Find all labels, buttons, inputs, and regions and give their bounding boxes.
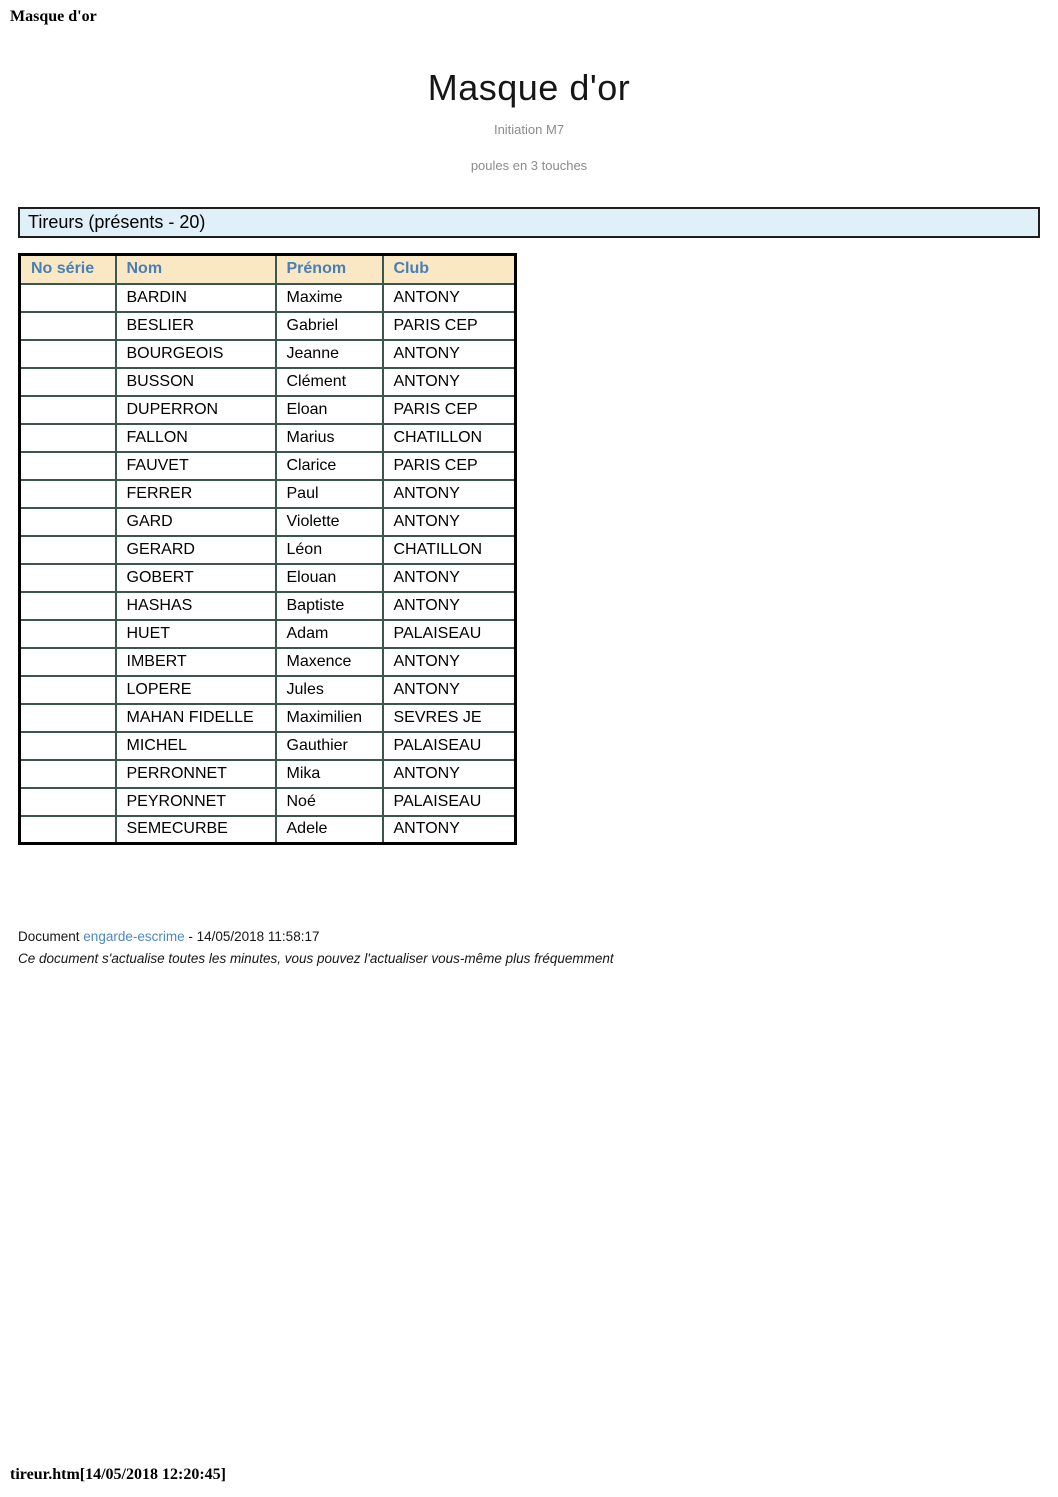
table-row <box>20 368 516 396</box>
cell-no-serie <box>20 508 116 536</box>
subtitle-format: poules en 3 touches <box>470 158 588 173</box>
cell-club: ANTONY <box>383 816 516 844</box>
col-header-club: Club <box>383 255 516 284</box>
table-row <box>20 788 516 816</box>
cell-no-serie <box>20 312 116 340</box>
cell-prenom: Violette <box>276 508 383 536</box>
cell-nom: LOPERE <box>116 676 276 704</box>
tireurs-table <box>18 253 517 845</box>
cell-nom: GERARD <box>116 536 276 564</box>
cell-no-serie <box>20 396 116 424</box>
cell-nom: MAHAN FIDELLE <box>116 704 276 732</box>
cell-club: PALAISEAU <box>383 732 516 760</box>
cell-nom: PEYRONNET <box>116 788 276 816</box>
col-header-no-serie: No série <box>20 255 116 284</box>
cell-no-serie <box>20 704 116 732</box>
document-label: Document <box>18 929 80 944</box>
table-row <box>20 592 516 620</box>
cell-prenom: Elouan <box>276 564 383 592</box>
cell-nom: BOURGEOIS <box>116 340 276 368</box>
cell-no-serie <box>20 592 116 620</box>
cell-no-serie <box>20 732 116 760</box>
table-row <box>20 620 516 648</box>
cell-no-serie <box>20 368 116 396</box>
engarde-escrime-link[interactable]: engarde-escrime <box>83 929 185 944</box>
table-row <box>20 508 516 536</box>
col-header-prenom: Prénom <box>276 255 383 284</box>
cell-no-serie <box>20 536 116 564</box>
cell-no-serie <box>20 340 116 368</box>
cell-club: ANTONY <box>383 564 516 592</box>
cell-nom: BUSSON <box>116 368 276 396</box>
cell-nom: BESLIER <box>116 312 276 340</box>
cell-no-serie <box>20 452 116 480</box>
cell-prenom: Clément <box>276 368 383 396</box>
cell-prenom: Eloan <box>276 396 383 424</box>
cell-club: SEVRES JE <box>383 704 516 732</box>
cell-club: ANTONY <box>383 368 516 396</box>
cell-club: ANTONY <box>383 508 516 536</box>
cell-club: PARIS CEP <box>383 452 516 480</box>
cell-no-serie <box>20 424 116 452</box>
table-row <box>20 536 516 564</box>
cell-no-serie <box>20 648 116 676</box>
table-row <box>20 452 516 480</box>
cell-nom: SEMECURBE <box>116 816 276 844</box>
cell-nom: HASHAS <box>116 592 276 620</box>
cell-club: PALAISEAU <box>383 620 516 648</box>
table-row <box>20 760 516 788</box>
table-row <box>20 340 516 368</box>
cell-nom: HUET <box>116 620 276 648</box>
table-row <box>20 396 516 424</box>
cell-nom: IMBERT <box>116 648 276 676</box>
table-row <box>20 648 516 676</box>
cell-club: PALAISEAU <box>383 788 516 816</box>
cell-prenom: Mika <box>276 760 383 788</box>
col-header-nom: Nom <box>116 255 276 284</box>
cell-prenom: Maximilien <box>276 704 383 732</box>
cell-no-serie <box>20 480 116 508</box>
table-row <box>20 564 516 592</box>
cell-prenom: Gauthier <box>276 732 383 760</box>
table-row <box>20 816 516 844</box>
cell-prenom: Gabriel <box>276 312 383 340</box>
print-page-footer: tireur.htm[14/05/2018 12:20:45] <box>10 1466 226 1483</box>
cell-no-serie <box>20 788 116 816</box>
section-banner <box>18 207 1040 238</box>
table-row <box>20 312 516 340</box>
cell-club: ANTONY <box>383 676 516 704</box>
cell-club: ANTONY <box>383 480 516 508</box>
cell-club: CHATILLON <box>383 424 516 452</box>
cell-club: ANTONY <box>383 760 516 788</box>
cell-club: ANTONY <box>383 648 516 676</box>
print-page-header: Masque d'or <box>10 8 97 25</box>
cell-prenom: Noé <box>276 788 383 816</box>
document-info-line <box>18 929 319 944</box>
table-row <box>20 676 516 704</box>
table-row <box>20 732 516 760</box>
cell-nom: GARD <box>116 508 276 536</box>
cell-club: PARIS CEP <box>383 396 516 424</box>
cell-prenom: Jules <box>276 676 383 704</box>
cell-prenom: Adele <box>276 816 383 844</box>
table-row <box>20 704 516 732</box>
cell-prenom: Paul <box>276 480 383 508</box>
cell-club: CHATILLON <box>383 536 516 564</box>
cell-prenom: Clarice <box>276 452 383 480</box>
cell-prenom: Marius <box>276 424 383 452</box>
cell-nom: FALLON <box>116 424 276 452</box>
table-header-row <box>20 255 516 284</box>
table-row <box>20 284 516 312</box>
table-body <box>20 284 516 844</box>
subtitle-category: Initiation M7 <box>493 122 565 137</box>
refresh-note: Ce document s'actualise toutes les minutes, vous pouvez l'actualiser vous-même plus fréquemment <box>18 951 614 966</box>
cell-prenom: Baptiste <box>276 592 383 620</box>
cell-club: PARIS CEP <box>383 312 516 340</box>
table-row <box>20 480 516 508</box>
cell-prenom: Jeanne <box>276 340 383 368</box>
cell-prenom: Maxime <box>276 284 383 312</box>
table-row <box>20 424 516 452</box>
document-timestamp: - 14/05/2018 11:58:17 <box>188 929 320 944</box>
cell-no-serie <box>20 284 116 312</box>
cell-prenom: Adam <box>276 620 383 648</box>
cell-nom: BARDIN <box>116 284 276 312</box>
cell-prenom: Maxence <box>276 648 383 676</box>
cell-nom: FAUVET <box>116 452 276 480</box>
page-title: Masque d'or <box>427 67 631 108</box>
cell-no-serie <box>20 816 116 844</box>
cell-nom: DUPERRON <box>116 396 276 424</box>
cell-no-serie <box>20 760 116 788</box>
cell-no-serie <box>20 620 116 648</box>
cell-nom: FERRER <box>116 480 276 508</box>
cell-prenom: Léon <box>276 536 383 564</box>
section-banner-label: Tireurs (présents - 20) <box>28 212 206 232</box>
cell-club: ANTONY <box>383 592 516 620</box>
cell-club: ANTONY <box>383 340 516 368</box>
cell-club: ANTONY <box>383 284 516 312</box>
cell-no-serie <box>20 676 116 704</box>
cell-nom: MICHEL <box>116 732 276 760</box>
cell-nom: GOBERT <box>116 564 276 592</box>
cell-nom: PERRONNET <box>116 760 276 788</box>
cell-no-serie <box>20 564 116 592</box>
